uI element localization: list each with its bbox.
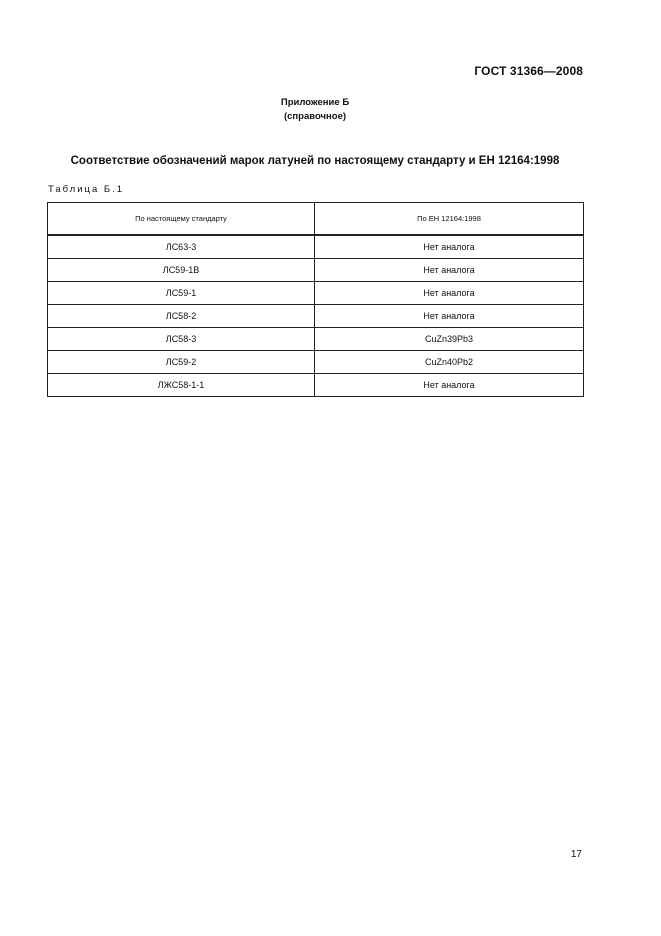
- table-cell-grade: ЛС58-2: [48, 305, 315, 328]
- page-number: 17: [570, 849, 582, 860]
- table-cell-en-equivalent: Нет аналога: [315, 259, 584, 282]
- table-cell-grade: ЛС63-3: [48, 235, 315, 259]
- table-cell-en-equivalent: Нет аналога: [315, 374, 584, 397]
- appendix-title: Приложение Б: [280, 97, 350, 108]
- table-cell-en-equivalent: Нет аналога: [315, 305, 584, 328]
- table-cell-en-equivalent: Нет аналога: [315, 235, 584, 259]
- document-code: ГОСТ 31366—2008: [474, 64, 583, 78]
- table-cell-grade: ЛЖС58-1-1: [48, 374, 315, 397]
- table-row: [48, 328, 584, 351]
- correspondence-table: [47, 202, 584, 397]
- appendix-heading: [0, 96, 630, 124]
- table-cell-en-equivalent: CuZn39Pb3: [315, 328, 584, 351]
- table-cell-grade: ЛС58-3: [48, 328, 315, 351]
- table-row: [48, 282, 584, 305]
- section-title: Соответствие обозначений марок латуней по настоящему стандарту и ЕН 12164:1998: [70, 155, 560, 167]
- table-cell-grade: ЛС59-2: [48, 351, 315, 374]
- column-header-en-standard: По ЕН 12164:1998: [315, 203, 584, 236]
- table-row: [48, 305, 584, 328]
- table-cell-en-equivalent: Нет аналога: [315, 282, 584, 305]
- table-row: [48, 259, 584, 282]
- table-row: [48, 374, 584, 397]
- table-header-row: [48, 203, 584, 236]
- table-row: [48, 235, 584, 259]
- column-header-national-standard: По настоящему стандарту: [48, 203, 315, 236]
- table-row: [48, 351, 584, 374]
- table-cell-grade: ЛС59-1: [48, 282, 315, 305]
- table-caption: Таблица Б.1: [48, 184, 125, 195]
- table-cell-en-equivalent: CuZn40Pb2: [315, 351, 584, 374]
- appendix-subtitle: (справочное): [283, 111, 347, 122]
- table-cell-grade: ЛС59-1В: [48, 259, 315, 282]
